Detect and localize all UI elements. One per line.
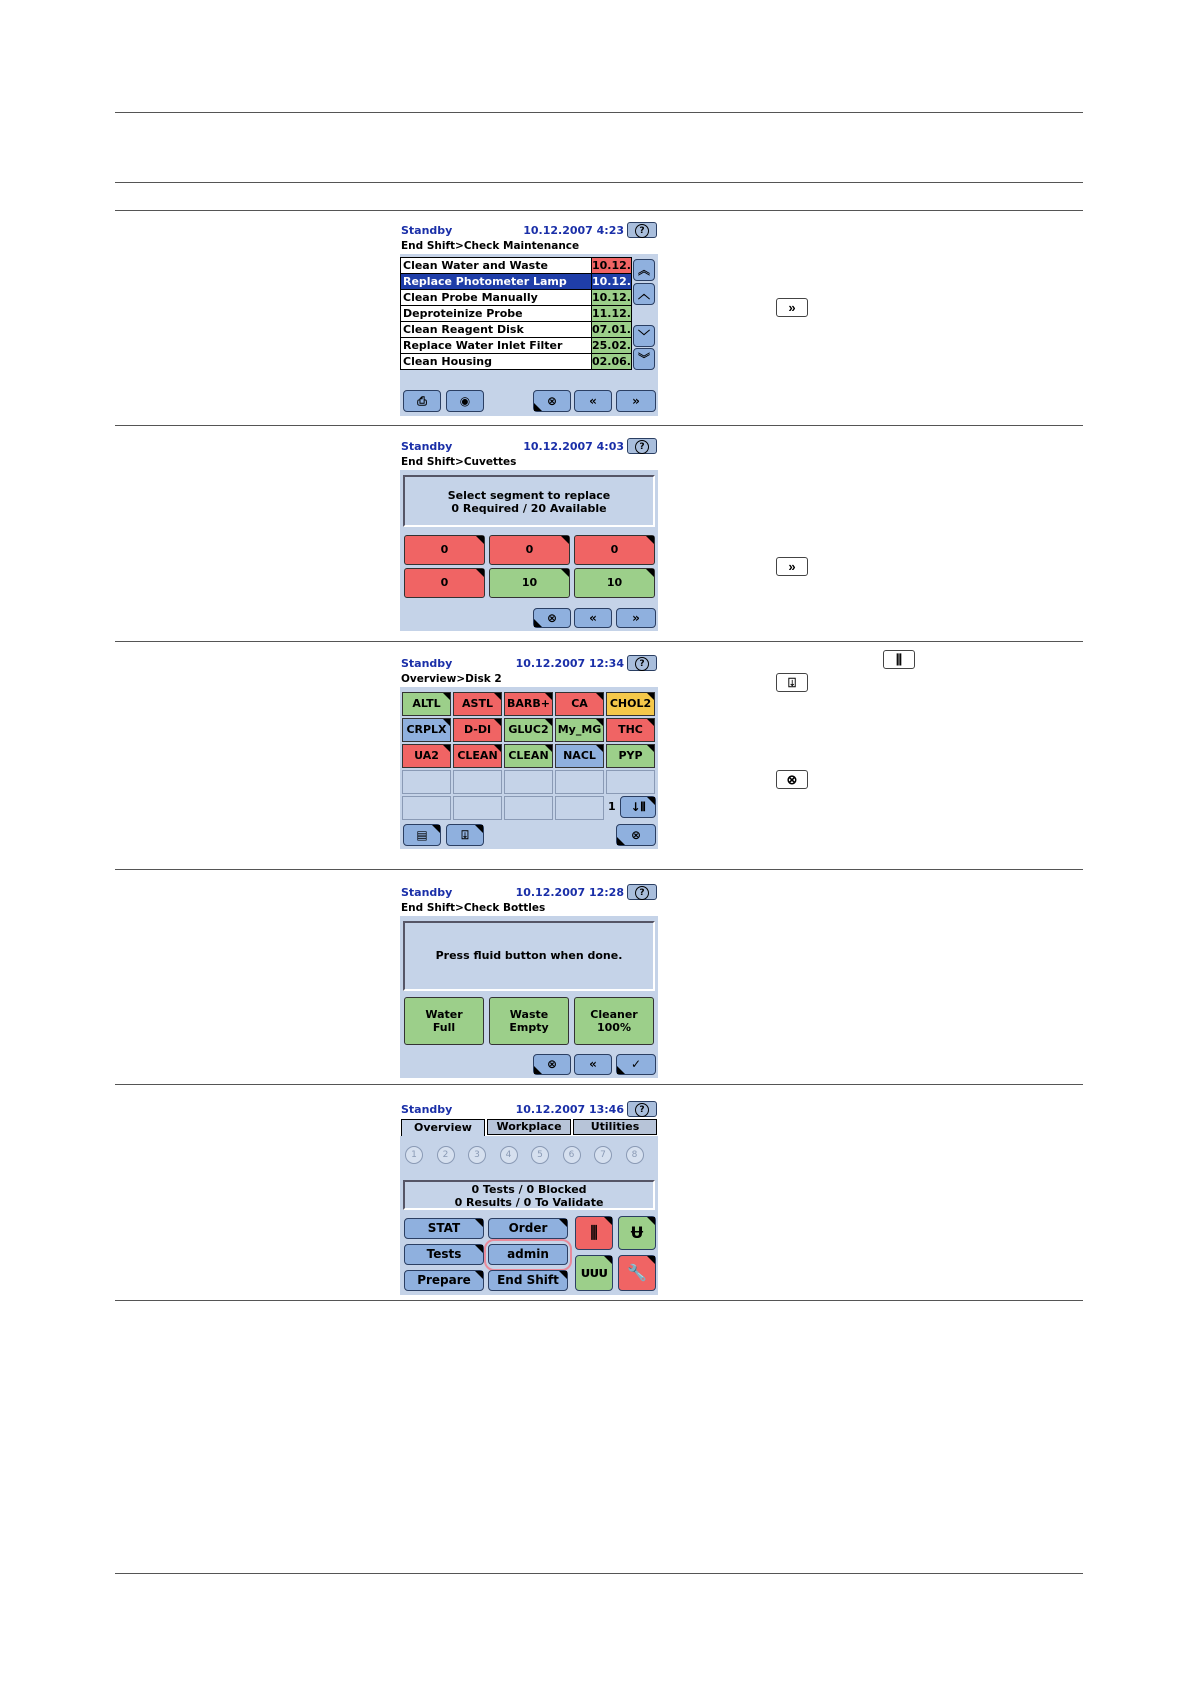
empty-position[interactable] — [453, 796, 502, 820]
reagent-name: My_MG — [557, 723, 602, 736]
maintenance-name: Deproteinize Probe — [403, 307, 523, 320]
admin-button[interactable] — [488, 1244, 568, 1265]
print-icon: ⎙ — [417, 394, 427, 408]
status-text: Standby — [401, 1103, 453, 1116]
help-icon: ? — [635, 440, 649, 454]
rotate-disk-button[interactable] — [620, 796, 656, 818]
maintenance-name: Clean Reagent Disk — [403, 323, 524, 336]
double-chevron-right-icon: » — [632, 611, 640, 625]
maintenance-name: Replace Photometer Lamp — [403, 275, 567, 288]
status-header — [400, 437, 658, 455]
admin-label: admin — [507, 1247, 549, 1261]
maintenance-button[interactable] — [618, 1255, 656, 1291]
prepare-button[interactable] — [404, 1270, 484, 1291]
order-label: Order — [508, 1221, 548, 1235]
reagent-position[interactable] — [555, 692, 604, 716]
reagent-rack-icon: ⫼ — [590, 1223, 598, 1242]
message-box — [403, 475, 655, 527]
back-button[interactable] — [574, 390, 612, 412]
position-indicator: 2 — [437, 1146, 455, 1164]
prepare-label: Prepare — [417, 1273, 471, 1287]
segment-count: 0 — [610, 543, 619, 556]
maintenance-due-date: 11.12. — [592, 307, 631, 320]
maintenance-due-date: 10.12. — [592, 259, 631, 272]
datetime: 10.12.2007 12:28 — [515, 886, 624, 899]
reagent-position[interactable] — [555, 718, 604, 742]
reagents-button[interactable] — [575, 1216, 613, 1250]
position-indicator: 4 — [500, 1146, 518, 1164]
maintenance-due-date: 10.12. — [592, 291, 631, 304]
double-chevron-up-icon: ︽ — [637, 263, 650, 277]
position-indicator: 7 — [594, 1146, 612, 1164]
help-icon: ? — [635, 1103, 649, 1117]
list-button[interactable] — [403, 824, 441, 846]
bottle-name: Waste — [509, 1008, 549, 1021]
maintenance-name: Clean Housing — [403, 355, 493, 368]
maintenance-row[interactable] — [401, 354, 631, 370]
tab-overview[interactable]: Overview — [401, 1119, 485, 1136]
segment-button[interactable] — [404, 568, 485, 598]
reagent-name: ALTL — [412, 697, 441, 710]
reagent-name: ASTL — [462, 697, 493, 710]
summary-box — [403, 1180, 655, 1210]
screen-check-bottles — [400, 883, 658, 1078]
reagent-rack-icon: ⫼ — [896, 652, 902, 667]
reagent-position[interactable] — [555, 744, 604, 768]
page-number: 1 — [608, 800, 616, 813]
screen-overview — [400, 1100, 658, 1295]
scroll-down-button[interactable] — [633, 325, 655, 347]
cancel-circle-icon: ⊗ — [546, 1057, 558, 1071]
stat-label: STAT — [427, 1221, 461, 1235]
segment-button[interactable] — [574, 568, 655, 598]
maintenance-name: Clean Water and Waste — [403, 259, 548, 272]
reagent-rack-button-reference — [883, 650, 915, 669]
order-button[interactable] — [488, 1218, 568, 1239]
reagent-position[interactable] — [504, 692, 553, 716]
help-button[interactable] — [627, 655, 657, 671]
reagent-position[interactable] — [402, 692, 451, 716]
cancel-circle-icon: ⊗ — [630, 828, 642, 842]
segment-count: 0 — [440, 576, 449, 589]
double-chevron-right-icon: » — [788, 559, 796, 574]
reagent-position[interactable] — [453, 744, 502, 768]
reagent-position[interactable] — [606, 692, 655, 716]
help-button[interactable] — [627, 1101, 657, 1117]
segment-button[interactable] — [404, 535, 485, 565]
breadcrumb: End Shift>Check Maintenance — [400, 239, 658, 254]
empty-position[interactable] — [504, 796, 553, 820]
message-line-2: 0 Required / 20 Available — [451, 502, 607, 515]
cancel-button-reference — [776, 770, 808, 789]
status-text: Standby — [401, 224, 453, 237]
reagent-position[interactable] — [606, 744, 655, 768]
double-chevron-left-icon: « — [589, 611, 597, 625]
cancel-button[interactable] — [533, 1054, 571, 1075]
scroll-bottom-button[interactable] — [633, 348, 655, 370]
check-circle-icon: ✓ — [630, 1057, 642, 1071]
empty-position[interactable] — [555, 796, 604, 820]
position-indicator: 1 — [405, 1146, 423, 1164]
table-bottom-rule — [115, 1300, 1083, 1301]
reagent-name: NACL — [563, 749, 596, 762]
double-chevron-right-icon: » — [632, 394, 640, 408]
screen-cuvettes — [400, 437, 658, 631]
cuvette-icon: ᴜᴜᴜ — [580, 1265, 608, 1281]
cuvettes-button[interactable] — [575, 1255, 613, 1291]
empty-position[interactable] — [453, 770, 502, 794]
scroll-up-button[interactable] — [633, 283, 655, 305]
summary-line-1: 0 Tests / 0 Blocked — [471, 1183, 587, 1196]
header-bottom-rule — [115, 182, 1083, 183]
reagent-position[interactable] — [453, 718, 502, 742]
reagent-name: UA2 — [414, 749, 439, 762]
status-header — [400, 1100, 658, 1118]
forward-button-reference — [776, 298, 808, 317]
play-button[interactable] — [446, 390, 484, 412]
empty-position[interactable] — [606, 770, 655, 794]
maintenance-due-date: 02.06. — [592, 355, 631, 368]
empty-position[interactable] — [402, 796, 451, 820]
bottle-name: Water — [425, 1008, 463, 1021]
row-divider-2 — [115, 641, 1083, 642]
datetime: 10.12.2007 4:03 — [523, 440, 624, 453]
confirm-button[interactable] — [616, 1054, 656, 1075]
help-button[interactable] — [627, 222, 657, 238]
breadcrumb: End Shift>Check Bottles — [400, 901, 658, 916]
message-text: Press fluid button when done. — [435, 949, 623, 962]
help-button[interactable] — [627, 438, 657, 454]
reagent-name: CLEAN — [457, 749, 498, 762]
message-box — [403, 921, 655, 991]
end-shift-label: End Shift — [497, 1273, 559, 1287]
print-button[interactable] — [403, 390, 441, 412]
maintenance-due-date: 10.12. — [592, 275, 631, 288]
position-indicator: 3 — [468, 1146, 486, 1164]
status-header — [400, 883, 658, 901]
maintenance-due-date: 25.02. — [592, 339, 631, 352]
segment-count: 0 — [525, 543, 534, 556]
segment-button[interactable] — [489, 535, 570, 565]
reagent-name: THC — [618, 723, 643, 736]
message-line-1: Select segment to replace — [447, 489, 611, 502]
maintenance-row[interactable] — [401, 306, 631, 322]
maintenance-row[interactable] — [401, 258, 631, 274]
forward-button[interactable] — [616, 608, 656, 628]
chevron-down-icon: ﹀ — [637, 329, 650, 343]
back-button[interactable] — [574, 1054, 612, 1075]
maintenance-list — [400, 257, 632, 370]
status-text: Standby — [401, 657, 453, 670]
segment-button[interactable] — [574, 535, 655, 565]
maintenance-row[interactable] — [401, 338, 631, 354]
double-chevron-right-icon: » — [788, 300, 796, 315]
double-chevron-left-icon: « — [589, 394, 597, 408]
wrench-icon: 🔧 — [627, 1263, 647, 1282]
maintenance-row[interactable] — [401, 322, 631, 338]
chevron-up-icon: ︿ — [637, 287, 650, 301]
reagent-name: CHOL2 — [609, 697, 652, 710]
position-indicator: 6 — [563, 1146, 581, 1164]
row-divider-1 — [115, 425, 1083, 426]
table-top-rule — [115, 210, 1083, 211]
tab-bar — [400, 1118, 658, 1136]
datetime: 10.12.2007 13:46 — [515, 1103, 624, 1116]
forward-button[interactable] — [616, 390, 656, 412]
datetime: 10.12.2007 12:34 — [515, 657, 624, 670]
reagent-name: D-DI — [463, 723, 492, 736]
footer-rule — [115, 1573, 1083, 1574]
maintenance-name: Clean Probe Manually — [403, 291, 538, 304]
bottle-level: 100% — [597, 1021, 631, 1034]
load-button-reference — [776, 673, 808, 692]
cancel-circle-icon: ⊗ — [546, 394, 558, 408]
play-icon: ◉ — [459, 394, 471, 408]
status-header — [400, 221, 658, 239]
empty-position[interactable] — [555, 770, 604, 794]
screen-disk-2 — [400, 654, 658, 849]
reagent-position[interactable] — [402, 718, 451, 742]
double-chevron-left-icon: « — [589, 1057, 597, 1071]
bottle-level: Empty — [509, 1021, 549, 1034]
rotate-disk-icon: ↓⫴ — [630, 800, 646, 814]
bottle-name: Cleaner — [590, 1008, 638, 1021]
tab-workplace[interactable]: Workplace — [487, 1119, 571, 1135]
row-divider-3 — [115, 869, 1083, 870]
bottle-button[interactable] — [489, 997, 569, 1045]
reagent-position[interactable] — [504, 718, 553, 742]
maintenance-row[interactable] — [401, 290, 631, 306]
datetime: 10.12.2007 4:23 — [523, 224, 624, 237]
scroll-top-button[interactable] — [633, 259, 655, 281]
reagent-position[interactable] — [453, 692, 502, 716]
cancel-circle-icon: ⊗ — [786, 772, 798, 787]
double-chevron-down-icon: ︾ — [637, 352, 650, 366]
stat-button[interactable] — [404, 1218, 484, 1239]
reagent-name: BARB+ — [507, 697, 550, 710]
status-text: Standby — [401, 440, 453, 453]
tests-button[interactable] — [404, 1244, 484, 1265]
help-icon: ? — [635, 224, 649, 238]
cancel-button[interactable] — [533, 390, 571, 412]
bottle-level: Full — [432, 1021, 456, 1034]
reagent-position[interactable] — [606, 718, 655, 742]
header-top-rule — [115, 112, 1083, 113]
breadcrumb: End Shift>Cuvettes — [400, 455, 658, 470]
load-tray-icon: ⍗ — [461, 828, 469, 842]
cancel-circle-icon: ⊗ — [546, 611, 558, 625]
empty-position[interactable] — [504, 770, 553, 794]
forward-button-reference — [776, 557, 808, 576]
segment-button[interactable] — [489, 568, 570, 598]
row-divider-4 — [115, 1084, 1083, 1085]
load-tray-icon: ⍗ — [788, 675, 796, 690]
breadcrumb: Overview>Disk 2 — [400, 672, 658, 687]
reagent-name: CA — [571, 697, 588, 710]
samples-button[interactable] — [618, 1216, 656, 1250]
empty-position[interactable] — [402, 770, 451, 794]
position-indicator: 8 — [626, 1146, 644, 1164]
bottle-button[interactable] — [574, 997, 654, 1045]
reagent-position[interactable] — [402, 744, 451, 768]
reagent-name: CRPLX — [406, 723, 447, 736]
help-button[interactable] — [627, 884, 657, 900]
list-icon: ▤ — [416, 828, 428, 842]
status-text: Standby — [401, 886, 453, 899]
help-icon: ? — [635, 886, 649, 900]
cancel-button[interactable] — [616, 824, 656, 846]
end-shift-button[interactable] — [488, 1270, 568, 1291]
reagent-name: CLEAN — [508, 749, 549, 762]
maintenance-row[interactable] — [401, 274, 631, 290]
screen-check-maintenance — [400, 221, 658, 416]
help-icon: ? — [635, 657, 649, 671]
maintenance-name: Replace Water Inlet Filter — [403, 339, 563, 352]
bottle-button[interactable] — [404, 997, 484, 1045]
segment-count: 10 — [521, 576, 538, 589]
reagent-name: GLUC2 — [508, 723, 549, 736]
segment-count: 0 — [440, 543, 449, 556]
tab-utilities[interactable]: Utilities — [573, 1119, 657, 1135]
back-button[interactable] — [574, 608, 612, 628]
maintenance-due-date: 07.01. — [592, 323, 631, 336]
status-header — [400, 654, 658, 672]
cancel-button[interactable] — [533, 608, 571, 628]
tests-label: Tests — [426, 1247, 462, 1261]
segment-count: 10 — [606, 576, 623, 589]
position-indicator: 5 — [531, 1146, 549, 1164]
load-button[interactable] — [446, 824, 484, 846]
reagent-position[interactable] — [504, 744, 553, 768]
sample-tube-icon: Ʉ — [630, 1223, 644, 1242]
summary-line-2: 0 Results / 0 To Validate — [454, 1196, 604, 1209]
reagent-name: PYP — [618, 749, 643, 762]
